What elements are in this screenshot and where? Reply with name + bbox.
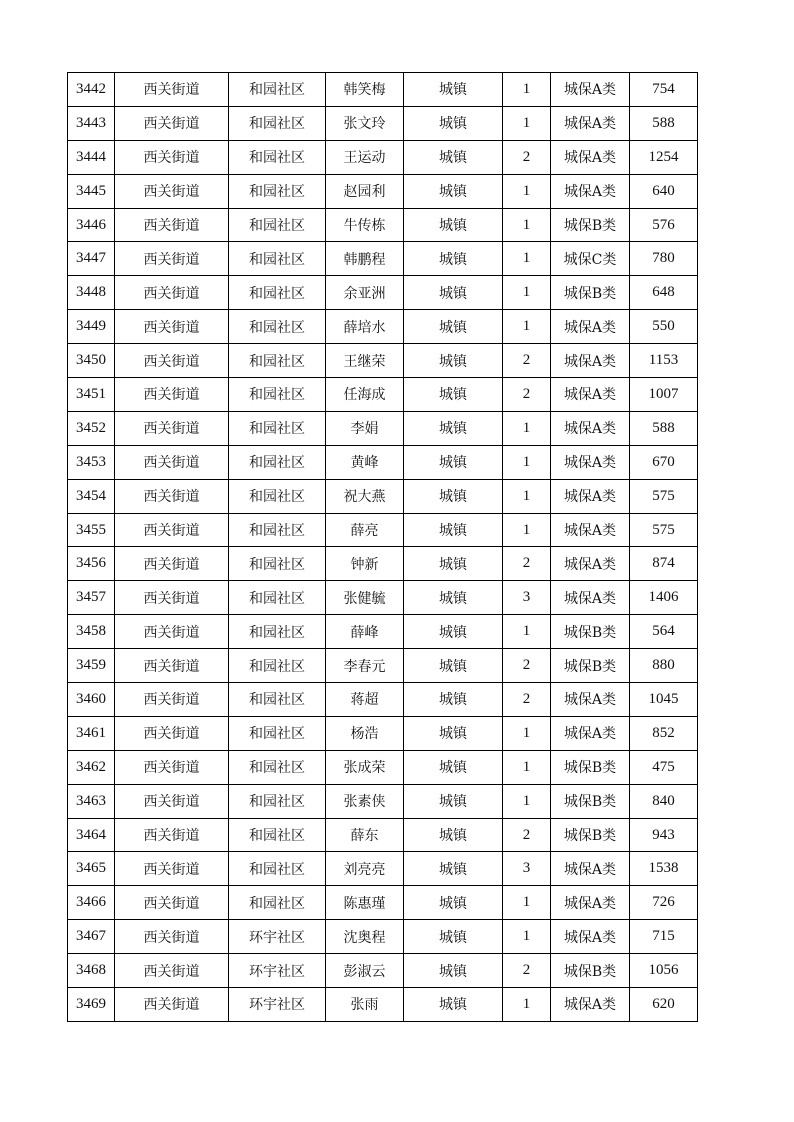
category-cell: 城保A类 <box>551 73 630 107</box>
amount-cell: 620 <box>630 988 698 1022</box>
persons-cell: 1 <box>503 615 551 649</box>
persons-cell: 1 <box>503 276 551 310</box>
household-type-cell: 城镇 <box>404 513 503 547</box>
table-row <box>68 750 698 784</box>
name-cell: 沈奥程 <box>326 920 404 954</box>
persons-cell: 1 <box>503 106 551 140</box>
community-cell: 和园社区 <box>229 615 326 649</box>
category-cell: 城保A类 <box>551 378 630 412</box>
subdistrict-cell: 西关街道 <box>115 276 229 310</box>
persons-cell: 1 <box>503 886 551 920</box>
amount-cell: 588 <box>630 411 698 445</box>
subdistrict-cell: 西关街道 <box>115 344 229 378</box>
name-cell: 李娟 <box>326 411 404 445</box>
household-type-cell: 城镇 <box>404 242 503 276</box>
id-cell: 3449 <box>68 310 115 344</box>
table-row <box>68 411 698 445</box>
category-cell: 城保B类 <box>551 649 630 683</box>
table-row <box>68 683 698 717</box>
subdistrict-cell: 西关街道 <box>115 920 229 954</box>
community-cell: 和园社区 <box>229 784 326 818</box>
persons-cell: 1 <box>503 73 551 107</box>
category-cell: 城保B类 <box>551 784 630 818</box>
table-row <box>68 920 698 954</box>
persons-cell: 1 <box>503 479 551 513</box>
table-row <box>68 242 698 276</box>
category-cell: 城保A类 <box>551 310 630 344</box>
id-cell: 3442 <box>68 73 115 107</box>
persons-cell: 2 <box>503 378 551 412</box>
household-type-cell: 城镇 <box>404 479 503 513</box>
persons-cell: 3 <box>503 852 551 886</box>
name-cell: 赵园利 <box>326 174 404 208</box>
id-cell: 3454 <box>68 479 115 513</box>
household-type-cell: 城镇 <box>404 276 503 310</box>
amount-cell: 1056 <box>630 954 698 988</box>
community-cell: 和园社区 <box>229 750 326 784</box>
amount-cell: 575 <box>630 513 698 547</box>
name-cell: 杨浩 <box>326 716 404 750</box>
persons-cell: 3 <box>503 581 551 615</box>
persons-cell: 1 <box>503 411 551 445</box>
table-row <box>68 208 698 242</box>
category-cell: 城保A类 <box>551 886 630 920</box>
subdistrict-cell: 西关街道 <box>115 581 229 615</box>
category-cell: 城保A类 <box>551 106 630 140</box>
name-cell: 韩笑梅 <box>326 73 404 107</box>
table-row <box>68 310 698 344</box>
table-row <box>68 784 698 818</box>
id-cell: 3451 <box>68 378 115 412</box>
category-cell: 城保A类 <box>551 344 630 378</box>
id-cell: 3465 <box>68 852 115 886</box>
category-cell: 城保B类 <box>551 208 630 242</box>
amount-cell: 576 <box>630 208 698 242</box>
community-cell: 和园社区 <box>229 106 326 140</box>
persons-cell: 1 <box>503 310 551 344</box>
category-cell: 城保A类 <box>551 547 630 581</box>
persons-cell: 1 <box>503 716 551 750</box>
subdistrict-cell: 西关街道 <box>115 310 229 344</box>
subdistrict-cell: 西关街道 <box>115 649 229 683</box>
amount-cell: 670 <box>630 445 698 479</box>
amount-cell: 648 <box>630 276 698 310</box>
name-cell: 陈惠瑾 <box>326 886 404 920</box>
category-cell: 城保A类 <box>551 920 630 954</box>
subdistrict-cell: 西关街道 <box>115 378 229 412</box>
table-row <box>68 445 698 479</box>
community-cell: 和园社区 <box>229 73 326 107</box>
community-cell: 和园社区 <box>229 344 326 378</box>
subdistrict-cell: 西关街道 <box>115 750 229 784</box>
community-cell: 和园社区 <box>229 818 326 852</box>
community-cell: 和园社区 <box>229 276 326 310</box>
table-row <box>68 276 698 310</box>
name-cell: 薛亮 <box>326 513 404 547</box>
community-cell: 和园社区 <box>229 310 326 344</box>
amount-cell: 780 <box>630 242 698 276</box>
subdistrict-cell: 西关街道 <box>115 784 229 818</box>
subdistrict-cell: 西关街道 <box>115 547 229 581</box>
subdistrict-cell: 西关街道 <box>115 716 229 750</box>
id-cell: 3467 <box>68 920 115 954</box>
community-cell: 和园社区 <box>229 174 326 208</box>
id-cell: 3460 <box>68 683 115 717</box>
id-cell: 3468 <box>68 954 115 988</box>
community-cell: 和园社区 <box>229 242 326 276</box>
subdistrict-cell: 西关街道 <box>115 818 229 852</box>
household-type-cell: 城镇 <box>404 547 503 581</box>
amount-cell: 1007 <box>630 378 698 412</box>
name-cell: 祝大燕 <box>326 479 404 513</box>
persons-cell: 1 <box>503 750 551 784</box>
id-cell: 3447 <box>68 242 115 276</box>
id-cell: 3443 <box>68 106 115 140</box>
id-cell: 3448 <box>68 276 115 310</box>
household-type-cell: 城镇 <box>404 988 503 1022</box>
table-row <box>68 716 698 750</box>
table-row <box>68 479 698 513</box>
community-cell: 和园社区 <box>229 378 326 412</box>
table-row <box>68 547 698 581</box>
id-cell: 3455 <box>68 513 115 547</box>
table-row <box>68 988 698 1022</box>
household-type-cell: 城镇 <box>404 716 503 750</box>
persons-cell: 1 <box>503 920 551 954</box>
amount-cell: 550 <box>630 310 698 344</box>
name-cell: 牛传栋 <box>326 208 404 242</box>
community-cell: 和园社区 <box>229 547 326 581</box>
community-cell: 和园社区 <box>229 649 326 683</box>
name-cell: 薛峰 <box>326 615 404 649</box>
id-cell: 3456 <box>68 547 115 581</box>
id-cell: 3450 <box>68 344 115 378</box>
name-cell: 张成荣 <box>326 750 404 784</box>
community-cell: 环宇社区 <box>229 920 326 954</box>
subdistrict-cell: 西关街道 <box>115 106 229 140</box>
table-row <box>68 378 698 412</box>
amount-cell: 880 <box>630 649 698 683</box>
persons-cell: 2 <box>503 344 551 378</box>
community-cell: 环宇社区 <box>229 954 326 988</box>
persons-cell: 2 <box>503 818 551 852</box>
household-type-cell: 城镇 <box>404 818 503 852</box>
category-cell: 城保B类 <box>551 276 630 310</box>
id-cell: 3466 <box>68 886 115 920</box>
id-cell: 3453 <box>68 445 115 479</box>
category-cell: 城保A类 <box>551 140 630 174</box>
category-cell: 城保A类 <box>551 513 630 547</box>
id-cell: 3464 <box>68 818 115 852</box>
subdistrict-cell: 西关街道 <box>115 140 229 174</box>
community-cell: 和园社区 <box>229 445 326 479</box>
persons-cell: 1 <box>503 784 551 818</box>
community-cell: 和园社区 <box>229 140 326 174</box>
persons-cell: 1 <box>503 513 551 547</box>
amount-cell: 1538 <box>630 852 698 886</box>
id-cell: 3463 <box>68 784 115 818</box>
name-cell: 李春元 <box>326 649 404 683</box>
household-type-cell: 城镇 <box>404 920 503 954</box>
subdistrict-cell: 西关街道 <box>115 852 229 886</box>
id-cell: 3446 <box>68 208 115 242</box>
subdistrict-cell: 西关街道 <box>115 479 229 513</box>
household-type-cell: 城镇 <box>404 683 503 717</box>
id-cell: 3462 <box>68 750 115 784</box>
id-cell: 3457 <box>68 581 115 615</box>
subdistrict-cell: 西关街道 <box>115 988 229 1022</box>
persons-cell: 2 <box>503 140 551 174</box>
name-cell: 刘亮亮 <box>326 852 404 886</box>
name-cell: 蒋超 <box>326 683 404 717</box>
data-table <box>67 72 698 1022</box>
household-type-cell: 城镇 <box>404 615 503 649</box>
subdistrict-cell: 西关街道 <box>115 174 229 208</box>
persons-cell: 1 <box>503 242 551 276</box>
name-cell: 薛培水 <box>326 310 404 344</box>
amount-cell: 1254 <box>630 140 698 174</box>
amount-cell: 874 <box>630 547 698 581</box>
name-cell: 张健毓 <box>326 581 404 615</box>
category-cell: 城保B类 <box>551 750 630 784</box>
category-cell: 城保A类 <box>551 479 630 513</box>
amount-cell: 475 <box>630 750 698 784</box>
amount-cell: 1406 <box>630 581 698 615</box>
household-type-cell: 城镇 <box>404 649 503 683</box>
table-row <box>68 818 698 852</box>
amount-cell: 852 <box>630 716 698 750</box>
id-cell: 3461 <box>68 716 115 750</box>
subdistrict-cell: 西关街道 <box>115 208 229 242</box>
table-row <box>68 106 698 140</box>
subdistrict-cell: 西关街道 <box>115 445 229 479</box>
name-cell: 张文玲 <box>326 106 404 140</box>
amount-cell: 726 <box>630 886 698 920</box>
name-cell: 张素侠 <box>326 784 404 818</box>
category-cell: 城保B类 <box>551 954 630 988</box>
household-type-cell: 城镇 <box>404 73 503 107</box>
community-cell: 和园社区 <box>229 411 326 445</box>
amount-cell: 754 <box>630 73 698 107</box>
id-cell: 3459 <box>68 649 115 683</box>
id-cell: 3458 <box>68 615 115 649</box>
community-cell: 和园社区 <box>229 208 326 242</box>
id-cell: 3452 <box>68 411 115 445</box>
category-cell: 城保C类 <box>551 242 630 276</box>
category-cell: 城保A类 <box>551 716 630 750</box>
household-type-cell: 城镇 <box>404 378 503 412</box>
category-cell: 城保A类 <box>551 852 630 886</box>
table-row <box>68 140 698 174</box>
amount-cell: 588 <box>630 106 698 140</box>
amount-cell: 1045 <box>630 683 698 717</box>
household-type-cell: 城镇 <box>404 208 503 242</box>
subdistrict-cell: 西关街道 <box>115 615 229 649</box>
persons-cell: 2 <box>503 649 551 683</box>
household-type-cell: 城镇 <box>404 886 503 920</box>
subdistrict-cell: 西关街道 <box>115 411 229 445</box>
name-cell: 黄峰 <box>326 445 404 479</box>
household-type-cell: 城镇 <box>404 954 503 988</box>
community-cell: 和园社区 <box>229 716 326 750</box>
amount-cell: 943 <box>630 818 698 852</box>
table-row <box>68 852 698 886</box>
name-cell: 王运动 <box>326 140 404 174</box>
community-cell: 和园社区 <box>229 513 326 547</box>
household-type-cell: 城镇 <box>404 344 503 378</box>
table-body <box>68 73 698 1022</box>
household-type-cell: 城镇 <box>404 852 503 886</box>
household-type-cell: 城镇 <box>404 411 503 445</box>
subdistrict-cell: 西关街道 <box>115 513 229 547</box>
table-row <box>68 615 698 649</box>
table-row <box>68 513 698 547</box>
persons-cell: 2 <box>503 954 551 988</box>
community-cell: 和园社区 <box>229 683 326 717</box>
household-type-cell: 城镇 <box>404 581 503 615</box>
name-cell: 王继荣 <box>326 344 404 378</box>
community-cell: 环宇社区 <box>229 988 326 1022</box>
persons-cell: 1 <box>503 174 551 208</box>
table-row <box>68 344 698 378</box>
household-type-cell: 城镇 <box>404 174 503 208</box>
id-cell: 3444 <box>68 140 115 174</box>
name-cell: 彭淑云 <box>326 954 404 988</box>
subdistrict-cell: 西关街道 <box>115 886 229 920</box>
name-cell: 张雨 <box>326 988 404 1022</box>
household-type-cell: 城镇 <box>404 784 503 818</box>
amount-cell: 564 <box>630 615 698 649</box>
category-cell: 城保A类 <box>551 988 630 1022</box>
table-row <box>68 886 698 920</box>
name-cell: 韩鹏程 <box>326 242 404 276</box>
household-type-cell: 城镇 <box>404 750 503 784</box>
persons-cell: 1 <box>503 445 551 479</box>
category-cell: 城保A类 <box>551 174 630 208</box>
category-cell: 城保A类 <box>551 581 630 615</box>
category-cell: 城保B类 <box>551 615 630 649</box>
table-row <box>68 174 698 208</box>
amount-cell: 575 <box>630 479 698 513</box>
category-cell: 城保A类 <box>551 411 630 445</box>
subdistrict-cell: 西关街道 <box>115 242 229 276</box>
name-cell: 余亚洲 <box>326 276 404 310</box>
persons-cell: 2 <box>503 547 551 581</box>
persons-cell: 1 <box>503 988 551 1022</box>
subdistrict-cell: 西关街道 <box>115 954 229 988</box>
household-type-cell: 城镇 <box>404 140 503 174</box>
community-cell: 和园社区 <box>229 886 326 920</box>
id-cell: 3469 <box>68 988 115 1022</box>
subdistrict-cell: 西关街道 <box>115 73 229 107</box>
name-cell: 任海成 <box>326 378 404 412</box>
household-type-cell: 城镇 <box>404 310 503 344</box>
amount-cell: 715 <box>630 920 698 954</box>
persons-cell: 1 <box>503 208 551 242</box>
persons-cell: 2 <box>503 683 551 717</box>
category-cell: 城保A类 <box>551 445 630 479</box>
community-cell: 和园社区 <box>229 581 326 615</box>
category-cell: 城保B类 <box>551 818 630 852</box>
table-row <box>68 581 698 615</box>
household-type-cell: 城镇 <box>404 445 503 479</box>
id-cell: 3445 <box>68 174 115 208</box>
amount-cell: 640 <box>630 174 698 208</box>
table-row <box>68 73 698 107</box>
table-row <box>68 649 698 683</box>
table-row <box>68 954 698 988</box>
subdistrict-cell: 西关街道 <box>115 683 229 717</box>
name-cell: 薛东 <box>326 818 404 852</box>
category-cell: 城保A类 <box>551 683 630 717</box>
community-cell: 和园社区 <box>229 852 326 886</box>
name-cell: 钟新 <box>326 547 404 581</box>
amount-cell: 840 <box>630 784 698 818</box>
community-cell: 和园社区 <box>229 479 326 513</box>
household-type-cell: 城镇 <box>404 106 503 140</box>
amount-cell: 1153 <box>630 344 698 378</box>
